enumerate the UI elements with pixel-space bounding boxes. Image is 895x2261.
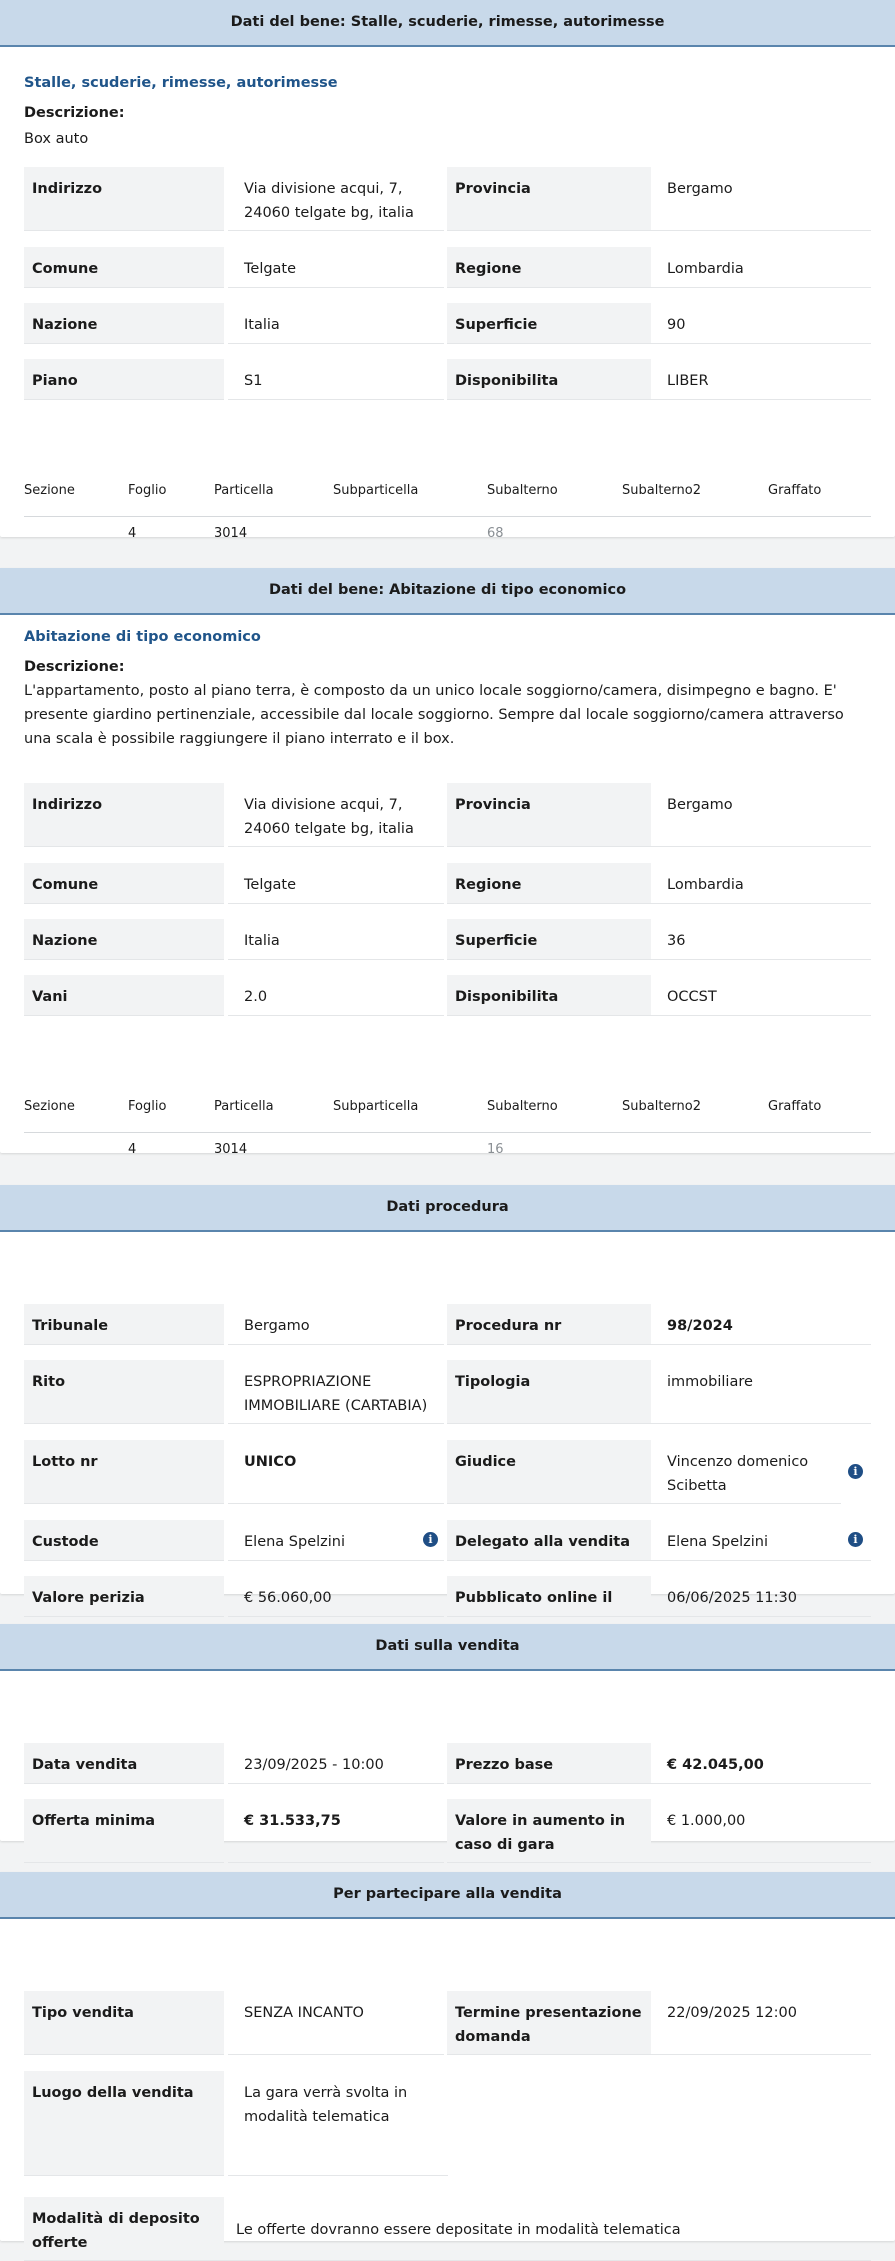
field-value: Lombardia [651, 247, 871, 288]
field-label: Procedura nr [447, 1304, 651, 1345]
catasto-particella: 3014 [214, 1142, 248, 1157]
field-value: Le offerte dovranno essere depositate in modalità telematica [220, 2197, 871, 2261]
field-label: Termine presentazione domanda [447, 1991, 651, 2055]
catasto-header: Subparticella [333, 1099, 419, 1114]
field-label: Valore perizia [24, 1576, 224, 1617]
field-value: 22/09/2025 12:00 [651, 1991, 871, 2055]
field-value: UNICO [228, 1440, 444, 1504]
catasto-foglio: 4 [128, 1142, 137, 1157]
field-value: Bergamo [228, 1304, 444, 1345]
field-value: Italia [228, 303, 444, 344]
field-value: € 31.533,75 [228, 1799, 444, 1863]
field-value: 06/06/2025 11:30 [651, 1576, 871, 1617]
field-value: 90 [651, 303, 871, 344]
field-label: Custode [24, 1520, 224, 1561]
card-partecipare [0, 1872, 895, 2251]
card-bene-2 [0, 568, 895, 1157]
field-value: € 1.000,00 [651, 1799, 871, 1863]
field-label: Regione [447, 247, 651, 288]
field-label: Rito [24, 1360, 224, 1424]
field-label: Delegato alla vendita [447, 1520, 651, 1561]
catasto-header: Subalterno2 [622, 1099, 701, 1114]
field-value: Lombardia [651, 863, 871, 904]
info-icon-custode[interactable]: i [423, 1532, 438, 1547]
card-header: Dati procedura [0, 1185, 895, 1232]
catasto-header: Sezione [24, 1099, 75, 1114]
bene-subtitle: Abitazione di tipo economico [24, 629, 261, 645]
card-bene-1 [0, 0, 895, 541]
field-value: S1 [228, 359, 444, 400]
field-value: OCCST [651, 975, 871, 1016]
field-value: SENZA INCANTO [228, 1991, 444, 2055]
field-label: Nazione [24, 303, 224, 344]
field-label: Tribunale [24, 1304, 224, 1345]
card-header: Dati del bene: Stalle, scuderie, rimesse, autorimesse [0, 0, 895, 47]
field-value: Via divisione acqui, 7, 24060 telgate bg, italia [228, 167, 444, 231]
field-value: Telgate [228, 247, 444, 288]
field-value: Via divisione acqui, 7, 24060 telgate bg, italia [228, 783, 444, 847]
field-label: Nazione [24, 919, 224, 960]
field-value: 2.0 [228, 975, 444, 1016]
field-value: LIBER [651, 359, 871, 400]
field-label: Comune [24, 247, 224, 288]
info-icon-giudice[interactable]: i [848, 1464, 863, 1479]
field-value: € 56.060,00 [228, 1576, 444, 1617]
catasto-header: Particella [214, 1099, 274, 1114]
catasto-header: Foglio [128, 483, 167, 498]
field-label: Luogo della vendita [24, 2071, 224, 2176]
catasto-header: Sezione [24, 483, 75, 498]
field-label: Indirizzo [24, 167, 224, 231]
card-dati-vendita [0, 1624, 895, 1853]
field-value: Bergamo [651, 783, 871, 847]
card-header: Dati sulla vendita [0, 1624, 895, 1671]
info-icon-delegato[interactable]: i [848, 1532, 863, 1547]
catasto-header: Subalterno [487, 483, 558, 498]
field-label: Modalità di deposito offerte [24, 2197, 224, 2261]
field-label: Superficie [447, 919, 651, 960]
catasto-header: Subalterno [487, 1099, 558, 1114]
catasto-subalterno: 68 [487, 526, 504, 541]
field-value: € 42.045,00 [651, 1743, 871, 1784]
card-header: Per partecipare alla vendita [0, 1872, 895, 1919]
catasto-particella: 3014 [214, 526, 248, 541]
field-label: Provincia [447, 167, 651, 231]
card-header: Dati del bene: Abitazione di tipo economico [0, 568, 895, 615]
description-label: Descrizione: [24, 105, 125, 121]
description-text: L'appartamento, posto al piano terra, è composto da un unico locale soggiorno/camera, disimpegno e bagno. E' presente giardino pertinenziale, accessibile dal locale soggiorno. Sempre dal locale soggiorno/camera attraverso una scala è possibile raggiungere il piano interrato e il box. [24, 683, 844, 747]
catasto-subalterno: 16 [487, 1142, 504, 1157]
field-value: Telgate [228, 863, 444, 904]
field-label: Pubblicato online il [447, 1576, 651, 1617]
bene-subtitle: Stalle, scuderie, rimesse, autorimesse [24, 75, 338, 91]
catasto-divider [24, 1132, 871, 1133]
field-label: Provincia [447, 783, 651, 847]
catasto-header: Subalterno2 [622, 483, 701, 498]
field-label: Offerta minima [24, 1799, 224, 1863]
field-label: Valore in aumento in caso di gara [447, 1799, 651, 1863]
card-dati-procedura [0, 1185, 895, 1606]
catasto-header: Subparticella [333, 483, 419, 498]
field-label: Regione [447, 863, 651, 904]
field-label: Tipologia [447, 1360, 651, 1424]
field-label: Lotto nr [24, 1440, 224, 1504]
field-label: Prezzo base [447, 1743, 651, 1784]
field-label: Comune [24, 863, 224, 904]
catasto-header: Graffato [768, 1099, 822, 1114]
field-label: Tipo vendita [24, 1991, 224, 2055]
field-label: Indirizzo [24, 783, 224, 847]
field-value: La gara verrà svolta in modalità telematica [228, 2071, 448, 2176]
field-label: Giudice [447, 1440, 651, 1504]
field-label: Superficie [447, 303, 651, 344]
description-label: Descrizione: [24, 659, 125, 675]
field-value: 98/2024 [651, 1304, 871, 1345]
field-value: Bergamo [651, 167, 871, 231]
field-value: 23/09/2025 - 10:00 [228, 1743, 444, 1784]
field-value: immobiliare [651, 1360, 871, 1424]
field-value: Elena Spelzini [228, 1520, 444, 1561]
catasto-divider [24, 516, 871, 517]
catasto-header: Foglio [128, 1099, 167, 1114]
field-label: Disponibilita [447, 359, 651, 400]
catasto-header: Particella [214, 483, 274, 498]
field-value: ESPROPRIAZIONE IMMOBILIARE (CARTABIA) [228, 1360, 444, 1424]
catasto-header: Graffato [768, 483, 822, 498]
field-label: Vani [24, 975, 224, 1016]
field-value: Italia [228, 919, 444, 960]
description-text: Box auto [24, 131, 89, 147]
field-value: Vincenzo domenico Scibetta [651, 1440, 841, 1504]
field-value: Elena Spelzini [651, 1520, 871, 1561]
field-value: 36 [651, 919, 871, 960]
field-label: Piano [24, 359, 224, 400]
field-label: Data vendita [24, 1743, 224, 1784]
catasto-foglio: 4 [128, 526, 137, 541]
field-label: Disponibilita [447, 975, 651, 1016]
